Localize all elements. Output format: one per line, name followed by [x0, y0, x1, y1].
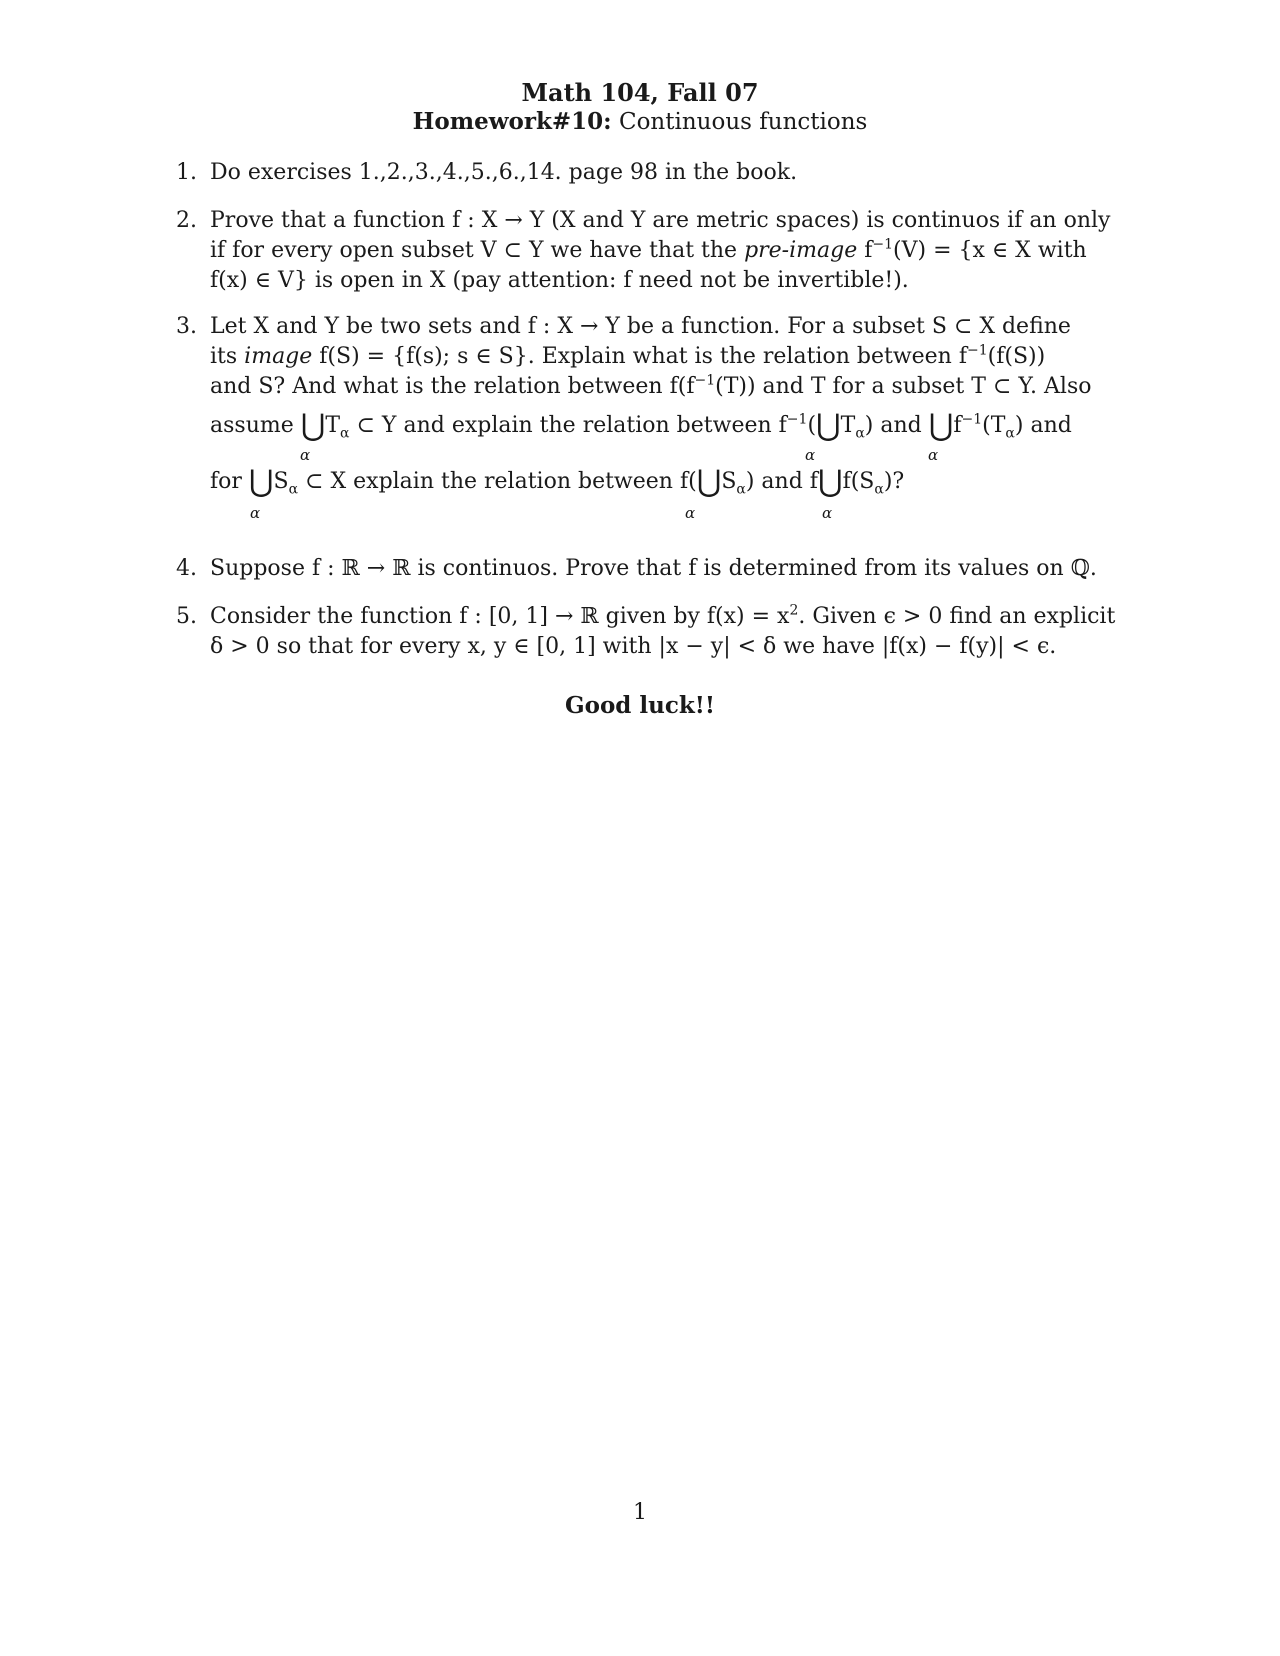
superscript: −1 — [967, 342, 988, 359]
problem-line-union-2 — [210, 460, 1122, 520]
superscript: −1 — [872, 236, 894, 253]
problem-number: 2. — [176, 208, 197, 233]
text-run: (V) = {x ∈ X with — [893, 238, 1087, 263]
problem-number: 5. — [176, 604, 197, 629]
problem-line: f(x) ∈ V} is open in X (pay attention: f need not be invertible!). — [210, 268, 909, 293]
text-run: assume — [210, 413, 301, 438]
homework-label: Homework#10: — [412, 108, 612, 135]
text-run: if for every open subset V ⊂ Y we have that the — [210, 238, 745, 263]
subscript: α — [288, 481, 299, 498]
text-run: ) and — [1014, 413, 1072, 438]
subscript: α — [736, 481, 746, 498]
emphasis-pre-image: pre-image — [744, 238, 858, 263]
closing-message: Good luck!! — [564, 692, 715, 719]
text-run: T — [325, 413, 341, 438]
superscript: 2 — [789, 602, 799, 619]
problem-4 — [176, 554, 1122, 584]
problem-3 — [176, 312, 1122, 522]
text-run: and S? And what is the relation between f(f — [210, 374, 695, 399]
text-run: f — [857, 238, 873, 263]
page-number: 1 — [633, 1500, 647, 1525]
text-run: f — [953, 413, 962, 438]
homework-topic: Continuous functions — [618, 109, 868, 135]
text-run: )? — [883, 469, 905, 494]
subscript: α — [855, 425, 865, 442]
problem-text: Suppose f : ℝ → ℝ is continuos. Prove that f is determined from its values on ℚ. — [210, 556, 1097, 581]
union-index: α — [250, 504, 261, 522]
problem-1 — [176, 158, 1122, 188]
subscript: α — [874, 481, 884, 498]
text-run: (f(S)) — [987, 344, 1046, 369]
subscript: α — [1005, 425, 1015, 442]
union-line-text — [210, 408, 1122, 441]
problem-line — [210, 236, 1122, 266]
union-index: α — [685, 504, 696, 522]
text-run: f(S) = {f(s); s ∈ S}. Explain what is the relation between f — [312, 344, 967, 369]
union-index: α — [822, 504, 833, 522]
union-symbol: ⋃ — [816, 408, 841, 443]
problem-5 — [176, 602, 1122, 662]
text-run: for — [210, 469, 249, 494]
problem-line: Prove that a function f : X → Y (X and Y are metric spaces) is continuos if an only — [210, 208, 1111, 233]
text-run: (T — [982, 413, 1006, 438]
problem-line: Let X and Y be two sets and f : X → Y be a function. For a subset S ⊂ X define — [210, 314, 1071, 339]
union-symbol: ⋃ — [696, 464, 722, 499]
union-index: α — [805, 446, 816, 464]
superscript: −1 — [961, 411, 983, 428]
text-run: ) and f — [745, 469, 818, 494]
course-title: Math 104, Fall 07 — [521, 78, 759, 107]
text-run: . Given ϵ > 0 find an explicit — [798, 604, 1116, 629]
superscript: −1 — [786, 411, 808, 428]
union-index: α — [928, 446, 939, 464]
union-symbol: ⋃ — [300, 408, 326, 443]
problem-line — [210, 372, 1122, 402]
emphasis-image: image — [244, 344, 313, 369]
problem-text: Do exercises 1.,2.,3.,4.,5.,6.,14. page 98 in the book. — [210, 160, 798, 185]
union-index: α — [300, 446, 311, 464]
text-run: S — [273, 469, 289, 494]
text-run: ⊂ Y and explain the relation between f — [349, 413, 787, 438]
problem-line: δ > 0 so that for every x, y ∈ [0, 1] with |x − y| < δ we have |f(x) − f(y)| < ϵ. — [210, 634, 1057, 659]
union-symbol: ⋃ — [928, 408, 954, 443]
text-run: T — [840, 413, 856, 438]
text-run: ( — [807, 413, 817, 438]
text-run: ) and — [864, 413, 929, 438]
problem-line — [210, 342, 1122, 372]
problem-number: 3. — [176, 314, 197, 339]
text-run: f(S — [842, 469, 875, 494]
text-run: its — [210, 344, 245, 369]
union-symbol: ⋃ — [248, 464, 274, 499]
problem-2 — [176, 206, 1122, 296]
problem-number: 1. — [176, 160, 197, 185]
text-run: S — [721, 469, 737, 494]
text-run: ⊂ X explain the relation between f( — [298, 469, 697, 494]
problem-line-union-1 — [210, 402, 1122, 464]
subscript: α — [340, 425, 350, 442]
text-run: Consider the function f : [0, 1] → ℝ given by f(x) = x — [210, 604, 790, 629]
union-symbol: ⋃ — [817, 464, 843, 499]
text-run: (T)) and T for a subset T ⊂ Y. Also — [715, 374, 1092, 399]
homework-subtitle — [0, 108, 1280, 135]
problem-number: 4. — [176, 556, 197, 581]
superscript: −1 — [694, 372, 716, 389]
union-line-text — [210, 464, 1122, 497]
problem-line — [210, 602, 1122, 632]
